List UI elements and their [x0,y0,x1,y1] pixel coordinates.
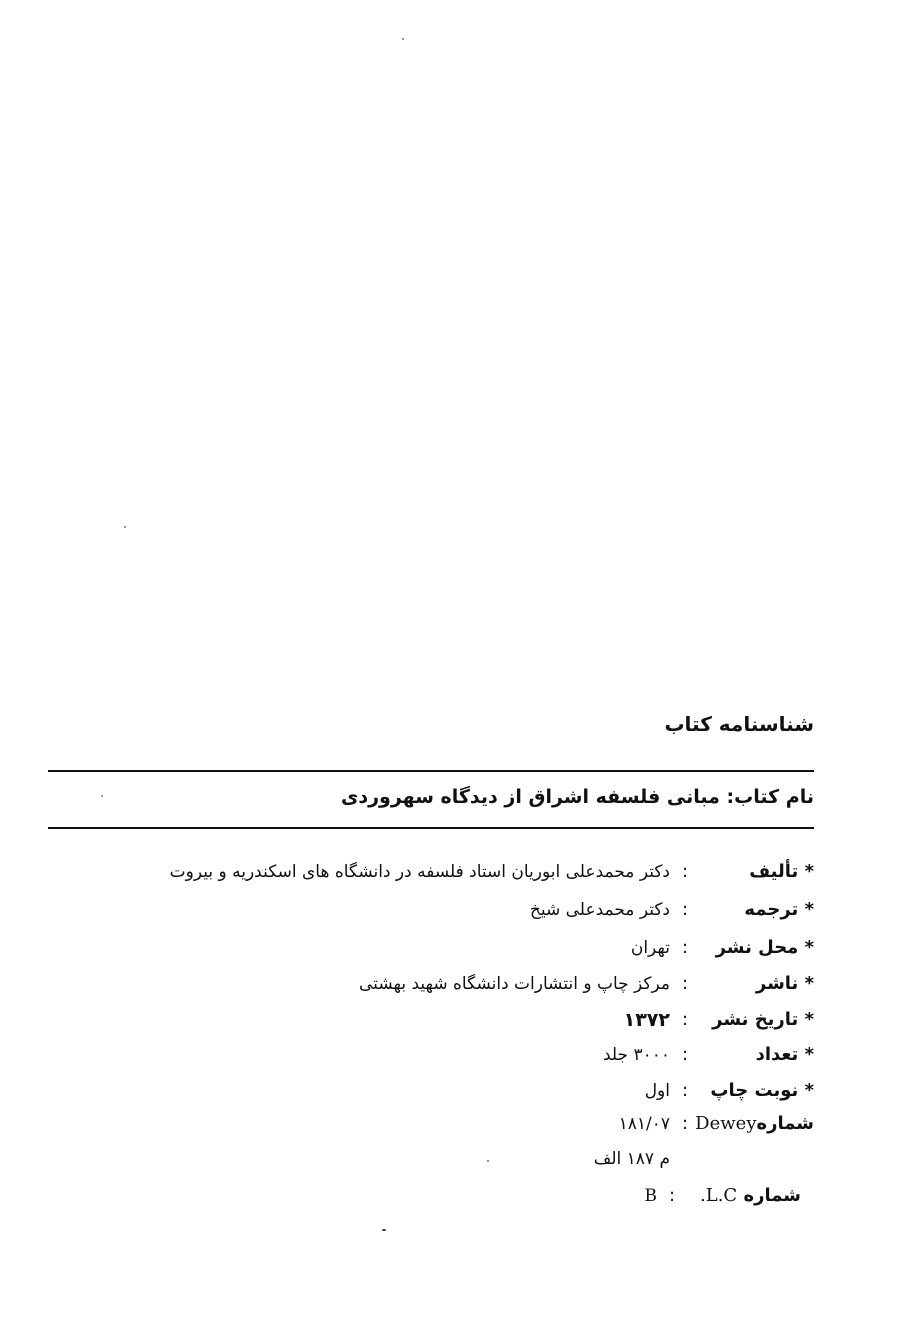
entry-place [631,932,814,964]
entry-author [170,856,814,888]
entry-separator: : [681,937,689,958]
entry-separator: : [681,1113,689,1134]
entry-value: B [644,1186,657,1206]
entry-separator: : [681,1080,689,1101]
entry-label: * تاریخ نشر [712,1009,814,1030]
entry-value: ۱۳۷۲ [623,1009,670,1031]
entry-edition [645,1075,814,1107]
scan-speck [124,526,126,528]
bottom-rule [48,827,814,829]
entry-value: دکتر محمدعلی شیخ [529,900,670,920]
entry-value: تهران [630,938,670,958]
entry-translator [530,894,814,926]
entry-label: * تعداد [755,1044,814,1065]
entry-value: اول [644,1081,670,1101]
entry-separator: : [681,1009,689,1030]
entry-separator: : [668,1185,676,1206]
book-title: نام کتاب: مبانی فلسفه اشراق از دیدگاه سهروردی [340,786,814,808]
entry-lc [645,1180,802,1212]
entry-value: مرکز چاپ و انتشارات دانشگاه شهید بهشتی [359,974,670,994]
entry-dewey [619,1108,814,1140]
entry-separator: : [681,1044,689,1065]
entry-label: * نوبت چاپ [710,1080,814,1101]
entry-publisher [359,968,814,1000]
entry-label: * ترجمه [744,899,814,920]
page-heading: شناسنامه کتاب [664,712,814,736]
entry-date [624,1004,814,1036]
lc-label-prefix: شماره [743,1185,801,1206]
entry-dewey-extra [594,1143,814,1175]
scan-speck [382,1229,386,1231]
scan-speck [487,1160,489,1162]
dewey-label-latin: Dewey [695,1113,757,1134]
entry-label [694,1108,814,1140]
entry-count [603,1039,814,1071]
entry-value: ۳۰۰۰ جلد [603,1045,670,1065]
entry-value: ۱۸۱/۰۷ [618,1114,670,1134]
entry-value: دکتر محمدعلی ابوریان استاد فلسفه در دانشگاه های اسکندریه و بیروت [169,862,670,882]
dewey-label-prefix: شماره [756,1113,814,1134]
entry-label [681,1180,801,1212]
entry-label: * محل نشر [715,937,814,958]
entry-separator: : [681,899,689,920]
entry-label: * ناشر [755,973,814,994]
scan-speck [101,795,103,797]
scan-speck [402,38,404,40]
lc-label-latin: L.C. [700,1185,738,1206]
entry-separator: : [681,861,689,882]
entry-value: م ۱۸۷ الف [593,1149,670,1169]
top-rule [48,770,814,772]
entry-label: * تألیف [749,861,814,882]
entry-separator: : [681,973,689,994]
